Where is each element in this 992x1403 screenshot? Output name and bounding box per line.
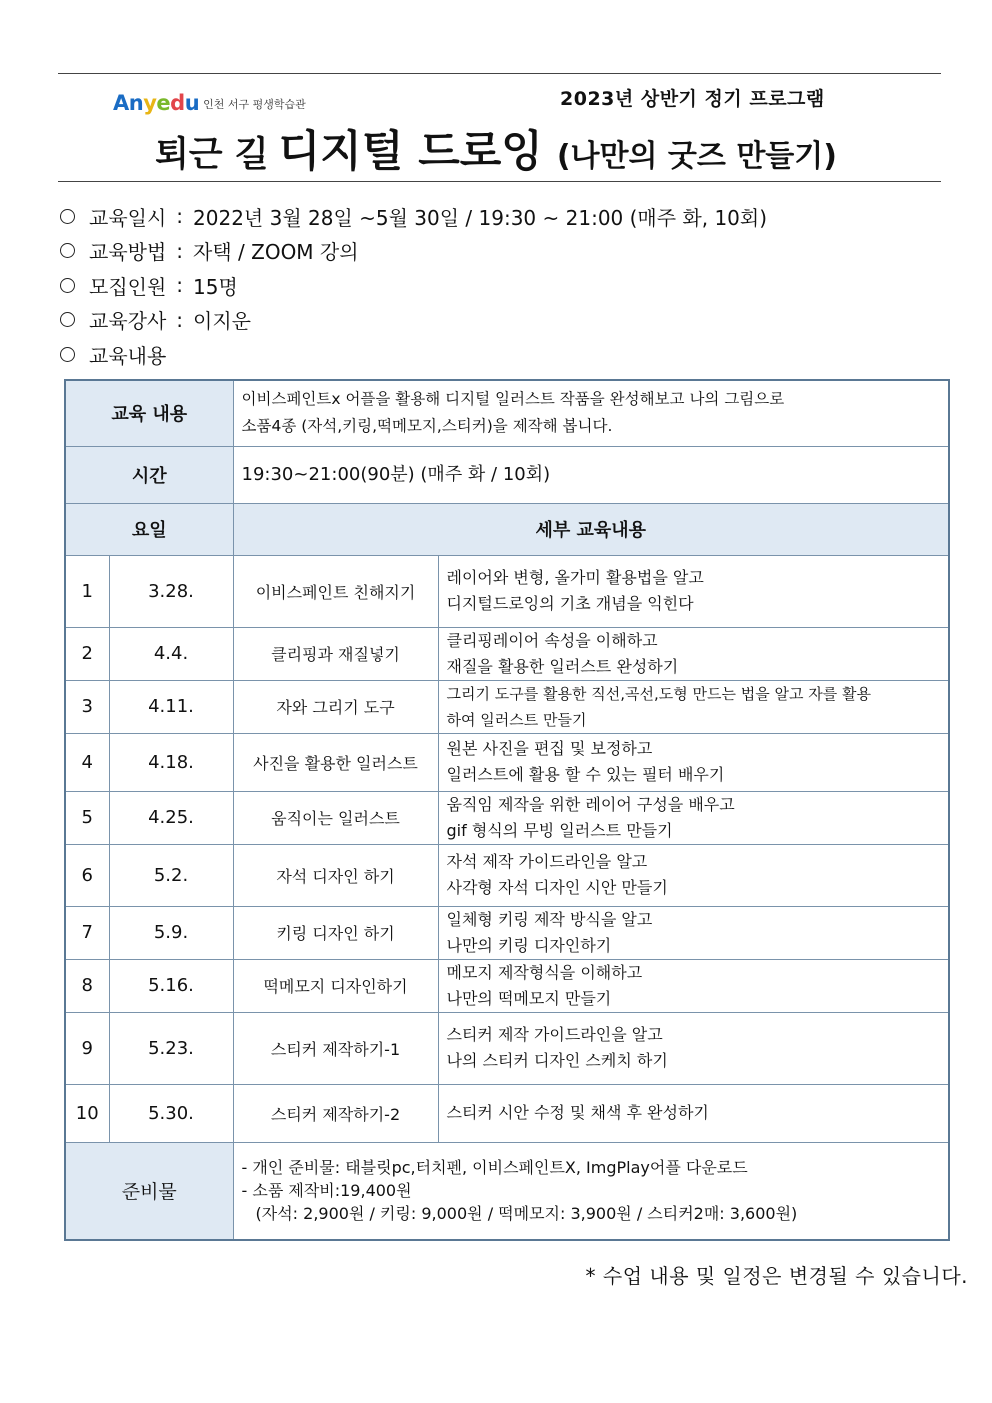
day-column-header: 요일 [65,503,233,555]
table-row [65,733,949,791]
prep-line-3: (자석: 2,900원 / 키링: 9,000원 / 떡메모지: 3,900원 / 스티커2매: 3,600원) [255,1204,798,1224]
table-row [65,380,949,446]
title-part-2: 디지털 드로잉 [278,127,543,177]
detail-line-1: 일체형 키링 제작 방식을 알고 [446,909,653,929]
detail-line-2: 나의 스티커 디자인 스케치 하기 [446,1051,668,1070]
info-label: 교육방법 [89,240,167,265]
session-detail [438,959,949,1012]
session-number: 3 [65,680,109,733]
table-row [65,680,949,733]
session-topic: 스티커 제작하기-2 [233,1084,438,1142]
info-item-instructor [60,303,767,338]
page-title [0,118,992,179]
detail-line-1: 원본 사진을 편집 및 보정하고 [446,739,653,758]
detail-line-2: 하여 일러스트 만들기 [446,710,587,729]
detail-line-2: 나만의 떡메모지 만들기 [446,988,612,1008]
info-label: 교육강사 [89,309,167,334]
detail-line-2: 재질을 활용한 일러스트 완성하기 [446,656,679,676]
info-label: 교육내용 [89,343,167,368]
session-date: 5.2. [109,844,233,906]
program-label: 2023년 상반기 정기 프로그램 [560,88,825,110]
session-date: 3.28. [109,555,233,627]
detail-line-1: 레이어와 변형, 올가미 활용법을 알고 [446,568,704,587]
session-detail [438,555,949,627]
info-item-content [60,337,767,372]
session-number: 9 [65,1012,109,1084]
content-label: 교육 내용 [65,380,233,446]
info-label: 교육일시 [89,205,167,230]
session-number: 6 [65,844,109,906]
info-item-capacity [60,268,767,303]
anyedu-logo [113,78,306,114]
info-value: 이지운 [193,309,251,334]
bullet-circle-icon [60,312,75,327]
session-topic: 움직이는 일러스트 [233,791,438,844]
session-number: 1 [65,555,109,627]
info-label: 모집인원 [89,274,167,299]
logo-letter: y [143,91,157,115]
session-date: 4.11. [109,680,233,733]
session-detail [438,791,949,844]
session-detail [438,627,949,680]
logo-letter: u [184,91,200,115]
session-number: 8 [65,959,109,1012]
session-number: 4 [65,733,109,791]
logo-letter: d [170,91,185,115]
title-part-1: 퇴근 길 [155,135,269,175]
session-date: 5.16. [109,959,233,1012]
session-topic: 스티커 제작하기-1 [233,1012,438,1084]
bullet-circle-icon [60,209,75,224]
table-row [65,1012,949,1084]
session-date: 4.4. [109,627,233,680]
bullet-circle-icon [60,278,75,293]
session-topic: 자석 디자인 하기 [233,844,438,906]
session-detail [438,906,949,959]
info-separator: : [176,204,184,229]
detail-line-1: 움직임 제작을 위한 레이어 구성을 배우고 [446,794,735,814]
table-row [65,1084,949,1142]
detail-line-2: 일러스트에 활용 할 수 있는 필터 배우기 [446,765,725,784]
info-separator: : [176,238,184,263]
table-row [65,791,949,844]
session-date: 4.25. [109,791,233,844]
detail-line-2: gif 형식의 무빙 일러스트 만들기 [446,820,673,840]
logo-wordmark [113,93,199,114]
detail-line-1: 메모지 제작형식을 이해하고 [446,962,643,982]
info-value: 2022년 3월 28일 ~5월 30일 / 19:30 ~ 21:00 (매주 화, 10회) [193,205,768,230]
session-topic: 이비스페인트 친해지기 [233,555,438,627]
logo-letter: n [128,91,144,115]
logo-letter: e [156,91,171,115]
session-date: 4.18. [109,733,233,791]
top-rule [58,73,941,74]
info-value: 15명 [193,274,238,299]
session-topic: 클리핑과 재질넣기 [233,627,438,680]
content-line-1: 이비스페인트x 어플을 활용해 디지털 일러스트 작품을 완성해보고 나의 그림으로 [241,390,785,409]
info-value: 자택 / ZOOM 강의 [193,240,359,265]
session-detail [438,1084,949,1142]
prep-label: 준비물 [65,1142,233,1240]
detail-line-1: 클리핑레이어 속성을 이해하고 [446,630,658,650]
title-part-3: (나만의 굿즈 만들기) [556,139,837,174]
session-date: 5.30. [109,1084,233,1142]
session-date: 5.23. [109,1012,233,1084]
table-row [65,906,949,959]
logo-letter: A [113,91,129,115]
table-row [65,959,949,1012]
session-number: 10 [65,1084,109,1142]
table-row [65,555,949,627]
session-detail [438,733,949,791]
bullet-circle-icon [60,243,75,258]
session-detail [438,844,949,906]
session-topic: 사진을 활용한 일러스트 [233,733,438,791]
content-description [233,380,949,446]
detail-column-header: 세부 교육내용 [233,503,949,555]
curriculum-table [64,379,950,1241]
bullet-circle-icon [60,347,75,362]
info-item-schedule [60,199,767,234]
prep-line-1: - 개인 준비물: 태블릿pc,터치펜, 이비스페인트X, ImgPlay어플 다운로드 [241,1158,748,1178]
content-line-2: 소품4종 (자석,키링,떡메모지,스티커)을 제작해 봅니다. [241,417,613,436]
time-label: 시간 [65,446,233,503]
info-separator: : [176,273,184,298]
detail-line-2: 나만의 키링 디자인하기 [446,935,612,955]
session-number: 5 [65,791,109,844]
detail-line-1: 그리기 도구를 활용한 직선,곡선,도형 만드는 법을 알고 자를 활용 [446,684,871,703]
session-number: 7 [65,906,109,959]
session-number: 2 [65,627,109,680]
session-detail [438,680,949,733]
detail-line-1: 스티커 제작 가이드라인을 알고 [446,1025,663,1044]
footnote: * 수업 내용 및 일정은 변경될 수 있습니다. [585,1264,968,1288]
session-topic: 키링 디자인 하기 [233,906,438,959]
table-row [65,627,949,680]
detail-line-2: 사각형 자석 디자인 시안 만들기 [446,878,668,897]
prep-line-2: - 소품 제작비:19,400원 [241,1181,412,1201]
detail-line-2: 디지털드로잉의 기초 개념을 익힌다 [446,594,694,613]
detail-line-1: 자석 제작 가이드라인을 알고 [446,852,648,871]
session-detail [438,1012,949,1084]
table-row [65,844,949,906]
time-value: 19:30~21:00(90분) (매주 화 / 10회) [233,446,949,503]
info-separator: : [176,307,184,332]
logo-subtitle: 인천 서구 평생학습관 [203,98,306,111]
table-row [65,446,949,503]
table-header-row [65,503,949,555]
detail-line-1: 스티커 시안 수정 및 채색 후 완성하기 [446,1103,709,1122]
session-date: 5.9. [109,906,233,959]
session-topic: 자와 그리기 도구 [233,680,438,733]
table-row [65,1142,949,1240]
session-topic: 떡메모지 디자인하기 [233,959,438,1012]
info-item-method [60,234,767,269]
info-list [60,199,767,372]
header-bottom-rule [58,181,941,182]
prep-list [233,1142,949,1240]
